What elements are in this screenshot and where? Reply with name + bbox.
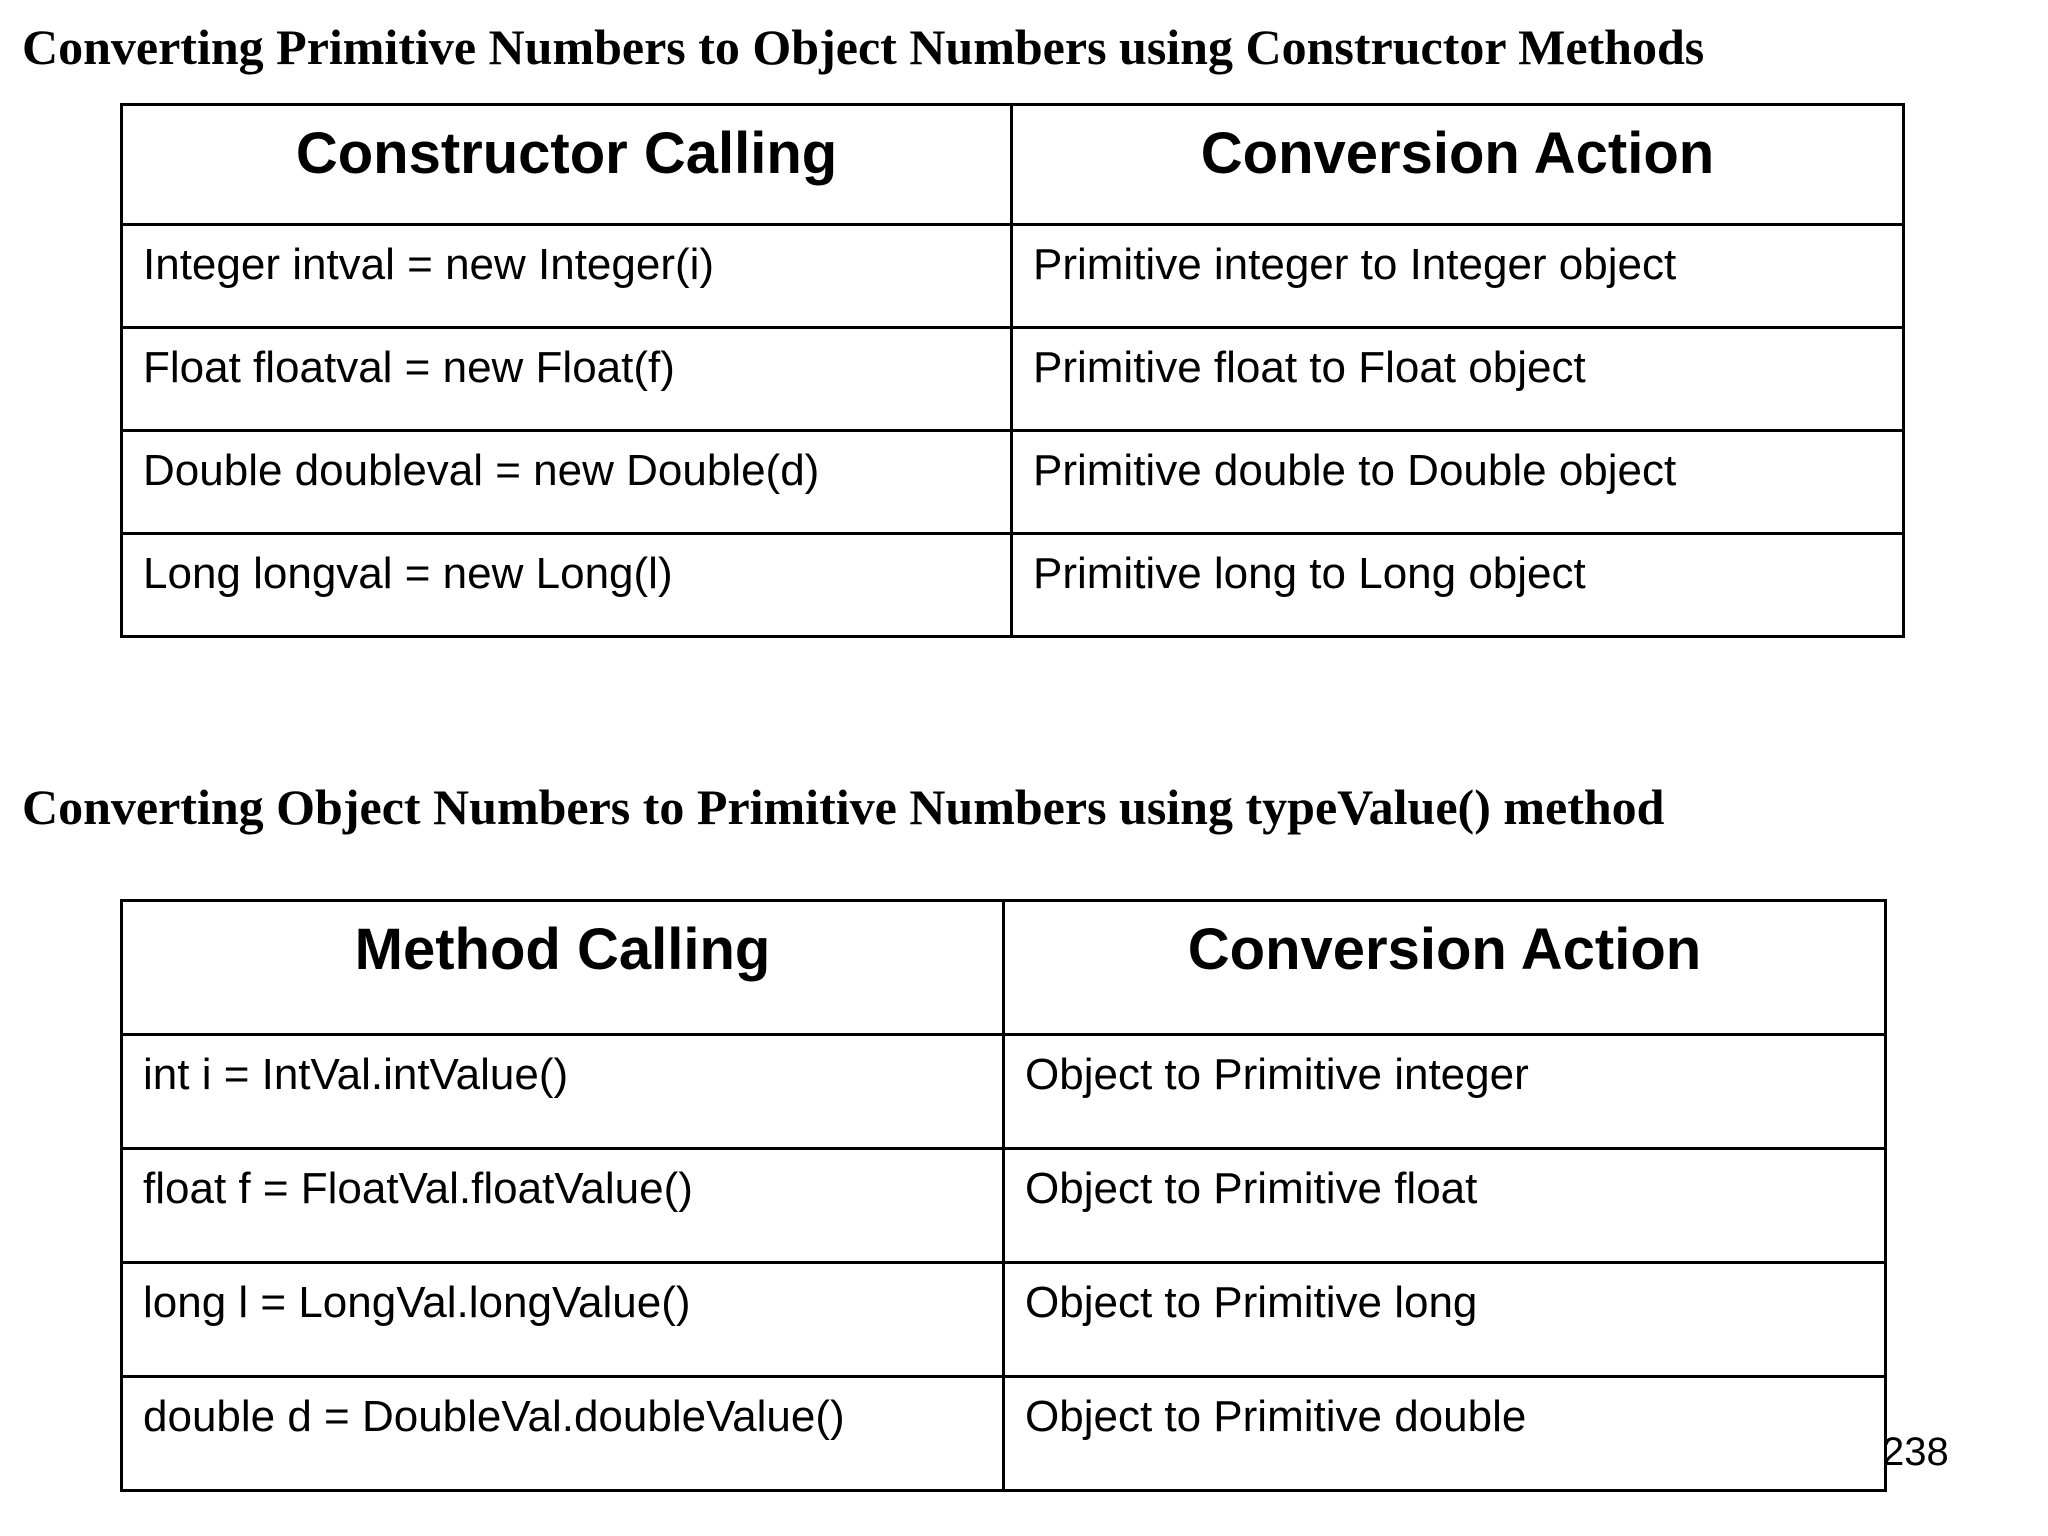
table-cell-action: Primitive double to Double object bbox=[1012, 431, 1904, 534]
table-row bbox=[122, 328, 1904, 431]
constructor-conversion-table bbox=[120, 103, 1905, 638]
table-cell-method: double d = DoubleVal.doubleValue() bbox=[122, 1377, 1004, 1491]
table-cell-action: Object to Primitive double bbox=[1004, 1377, 1886, 1491]
table-cell-action: Primitive long to Long object bbox=[1012, 534, 1904, 637]
column-header-conversion-action: Conversion Action bbox=[1004, 901, 1886, 1035]
table-row bbox=[122, 1377, 1886, 1491]
table-cell-constructor: Double doubleval = new Double(d) bbox=[122, 431, 1012, 534]
method-conversion-table bbox=[120, 899, 1887, 1492]
column-header-constructor-calling: Constructor Calling bbox=[122, 105, 1012, 225]
section-1-heading: Converting Primitive Numbers to Object Numbers using Constructor Methods bbox=[22, 19, 1705, 75]
table-cell-action: Primitive integer to Integer object bbox=[1012, 225, 1904, 328]
table-cell-method: int i = IntVal.intValue() bbox=[122, 1035, 1004, 1149]
page-number: 238 bbox=[1882, 1430, 1949, 1474]
table-cell-constructor: Float floatval = new Float(f) bbox=[122, 328, 1012, 431]
table-cell-action: Object to Primitive integer bbox=[1004, 1035, 1886, 1149]
table-row bbox=[122, 225, 1904, 328]
table-row bbox=[122, 431, 1904, 534]
table-cell-constructor: Integer intval = new Integer(i) bbox=[122, 225, 1012, 328]
table-row bbox=[122, 534, 1904, 637]
table-cell-action: Primitive float to Float object bbox=[1012, 328, 1904, 431]
table-row bbox=[122, 1035, 1886, 1149]
table-row bbox=[122, 1149, 1886, 1263]
column-header-method-calling: Method Calling bbox=[122, 901, 1004, 1035]
table-row bbox=[122, 1263, 1886, 1377]
table-cell-constructor: Long longval = new Long(l) bbox=[122, 534, 1012, 637]
table-cell-action: Object to Primitive long bbox=[1004, 1263, 1886, 1377]
section-2-heading: Converting Object Numbers to Primitive Numbers using typeValue() method bbox=[22, 779, 1665, 835]
table-cell-method: float f = FloatVal.floatValue() bbox=[122, 1149, 1004, 1263]
column-header-conversion-action: Conversion Action bbox=[1012, 105, 1904, 225]
table-header-row bbox=[122, 901, 1886, 1035]
table-cell-action: Object to Primitive float bbox=[1004, 1149, 1886, 1263]
table-cell-method: long l = LongVal.longValue() bbox=[122, 1263, 1004, 1377]
table-header-row bbox=[122, 105, 1904, 225]
